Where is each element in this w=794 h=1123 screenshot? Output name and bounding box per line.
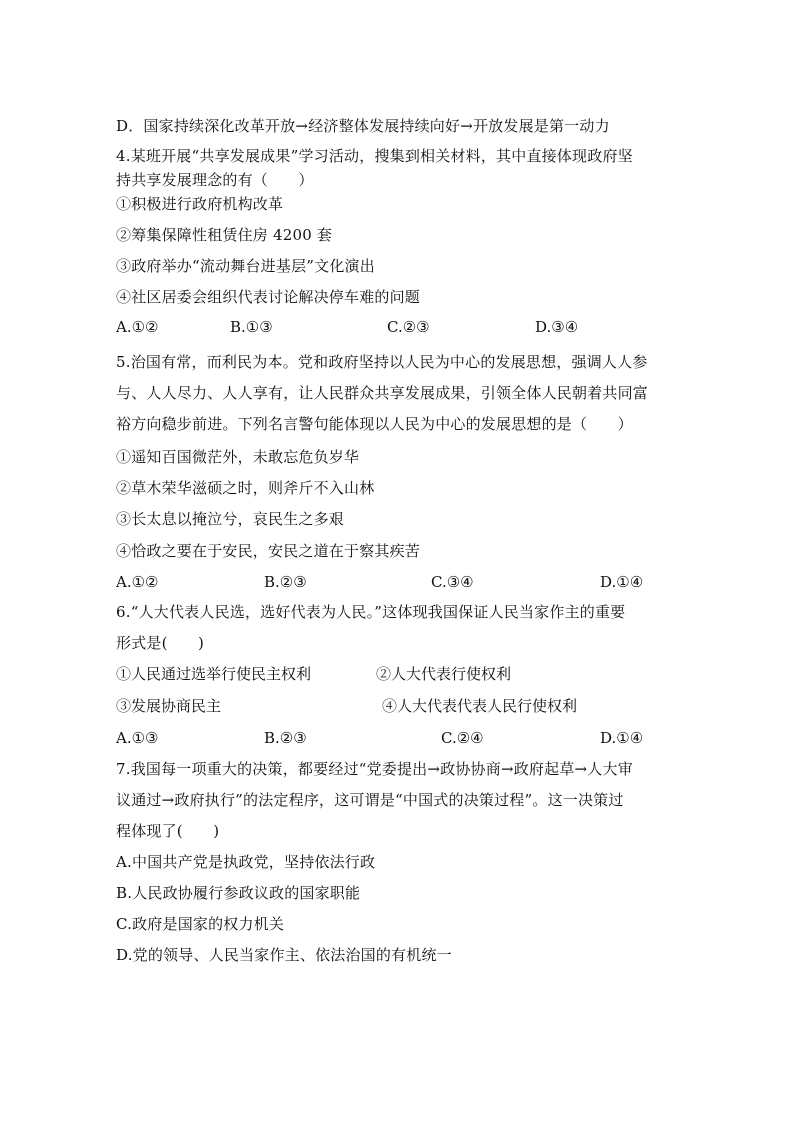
q5-item-1: ①遥知百国微茫外，未敢忘危负岁华: [116, 448, 360, 466]
q7-option-b: B.人民政协履行参政议政的国家职能: [116, 884, 361, 902]
q6-option-d: D.①④: [600, 729, 644, 747]
q4-stem-line-1: 4.某班开展“共享发展成果”学习活动，搜集到相关材料，其中直接体现政府坚: [116, 147, 633, 165]
q6-options: [116, 728, 696, 748]
q4-stem-line-2: 持共享发展理念的有（ ）: [116, 171, 314, 189]
q5-option-c: C.③④: [431, 573, 474, 591]
q4-option-d: D.③④: [535, 318, 579, 336]
q6-item-3: ③发展协商民主: [116, 697, 222, 715]
q5-stem-line-3: 裕方向稳步前进。下列名言警句能体现以人民为中心的发展思想的是（ ）: [116, 415, 633, 433]
q6-item-2: ②人大代表行使权利: [376, 665, 512, 683]
q4-item-1: ①积极进行政府机构改革: [116, 195, 284, 213]
q6-items-row-2: [116, 696, 696, 716]
q6-items-row-1: [116, 664, 696, 684]
q7-stem-line-3: 程体现了( ): [116, 822, 220, 840]
q6-item-4: ④人大代表代表人民行使权利: [382, 697, 578, 715]
q6-option-c: C.②④: [441, 729, 484, 747]
q6-stem-line-1: 6.“人大代表人民选，选好代表为人民。”这体现我国保证人民当家作主的重要: [116, 603, 626, 621]
q6-item-1: ①人民通过选举行使民主权利: [116, 665, 312, 683]
q6-option-a: A.①③: [116, 729, 159, 747]
q6-option-b: B.②③: [264, 729, 307, 747]
q7-option-d: D.党的领导、人民当家作主、依法治国的有机统一: [116, 946, 452, 964]
q6-stem-line-2: 形式是( ): [116, 634, 205, 652]
q4-options: [116, 317, 696, 337]
q7-stem-line-1: 7.我国每一项重大的决策，都要经过“党委提出→政协协商→政府起草→人大审: [116, 760, 633, 778]
q5-item-4: ④恰政之要在于安民，安民之道在于察其疾苦: [116, 542, 421, 560]
q5-item-2: ②草木荣华滋硕之时，则斧斤不入山林: [116, 479, 375, 497]
q4-option-b: B.①③: [230, 318, 273, 336]
q7-option-c: C.政府是国家的权力机关: [116, 915, 285, 933]
q5-item-3: ③长太息以掩泣兮，哀民生之多艰: [116, 510, 345, 528]
q5-stem-line-1: 5.治国有常，而利民为本。党和政府坚持以人民为中心的发展思想，强调人人参: [116, 353, 648, 371]
q7-option-a: A.中国共产党是执政党，坚持依法行政: [116, 853, 376, 871]
q5-stem-line-2: 与、人人尽力、人人享有，让人民群众共享发展成果，引领全体人民朝着共同富: [116, 384, 649, 402]
q5-option-a: A.①②: [116, 573, 159, 591]
q4-option-a: A.①②: [116, 318, 159, 336]
q5-option-d: D.①④: [600, 573, 644, 591]
q5-options: [116, 572, 696, 592]
q4-item-3: ③政府举办“流动舞台进基层”文化演出: [116, 257, 375, 275]
q5-option-b: B.②③: [264, 573, 307, 591]
q4-item-2: ②筹集保障性租赁住房 4200 套: [116, 226, 333, 244]
q4-item-4: ④社区居委会组织代表讨论解决停车难的问题: [116, 288, 421, 306]
q7-stem-line-2: 议通过→政府执行”的法定程序，这可谓是“中国式的决策过程”。这一决策过: [116, 791, 624, 809]
q4-option-c: C.②③: [387, 318, 430, 336]
q3-option-d: D．国家持续深化改革开放→经济整体发展持续向好→开放发展是第一动力: [116, 117, 610, 135]
